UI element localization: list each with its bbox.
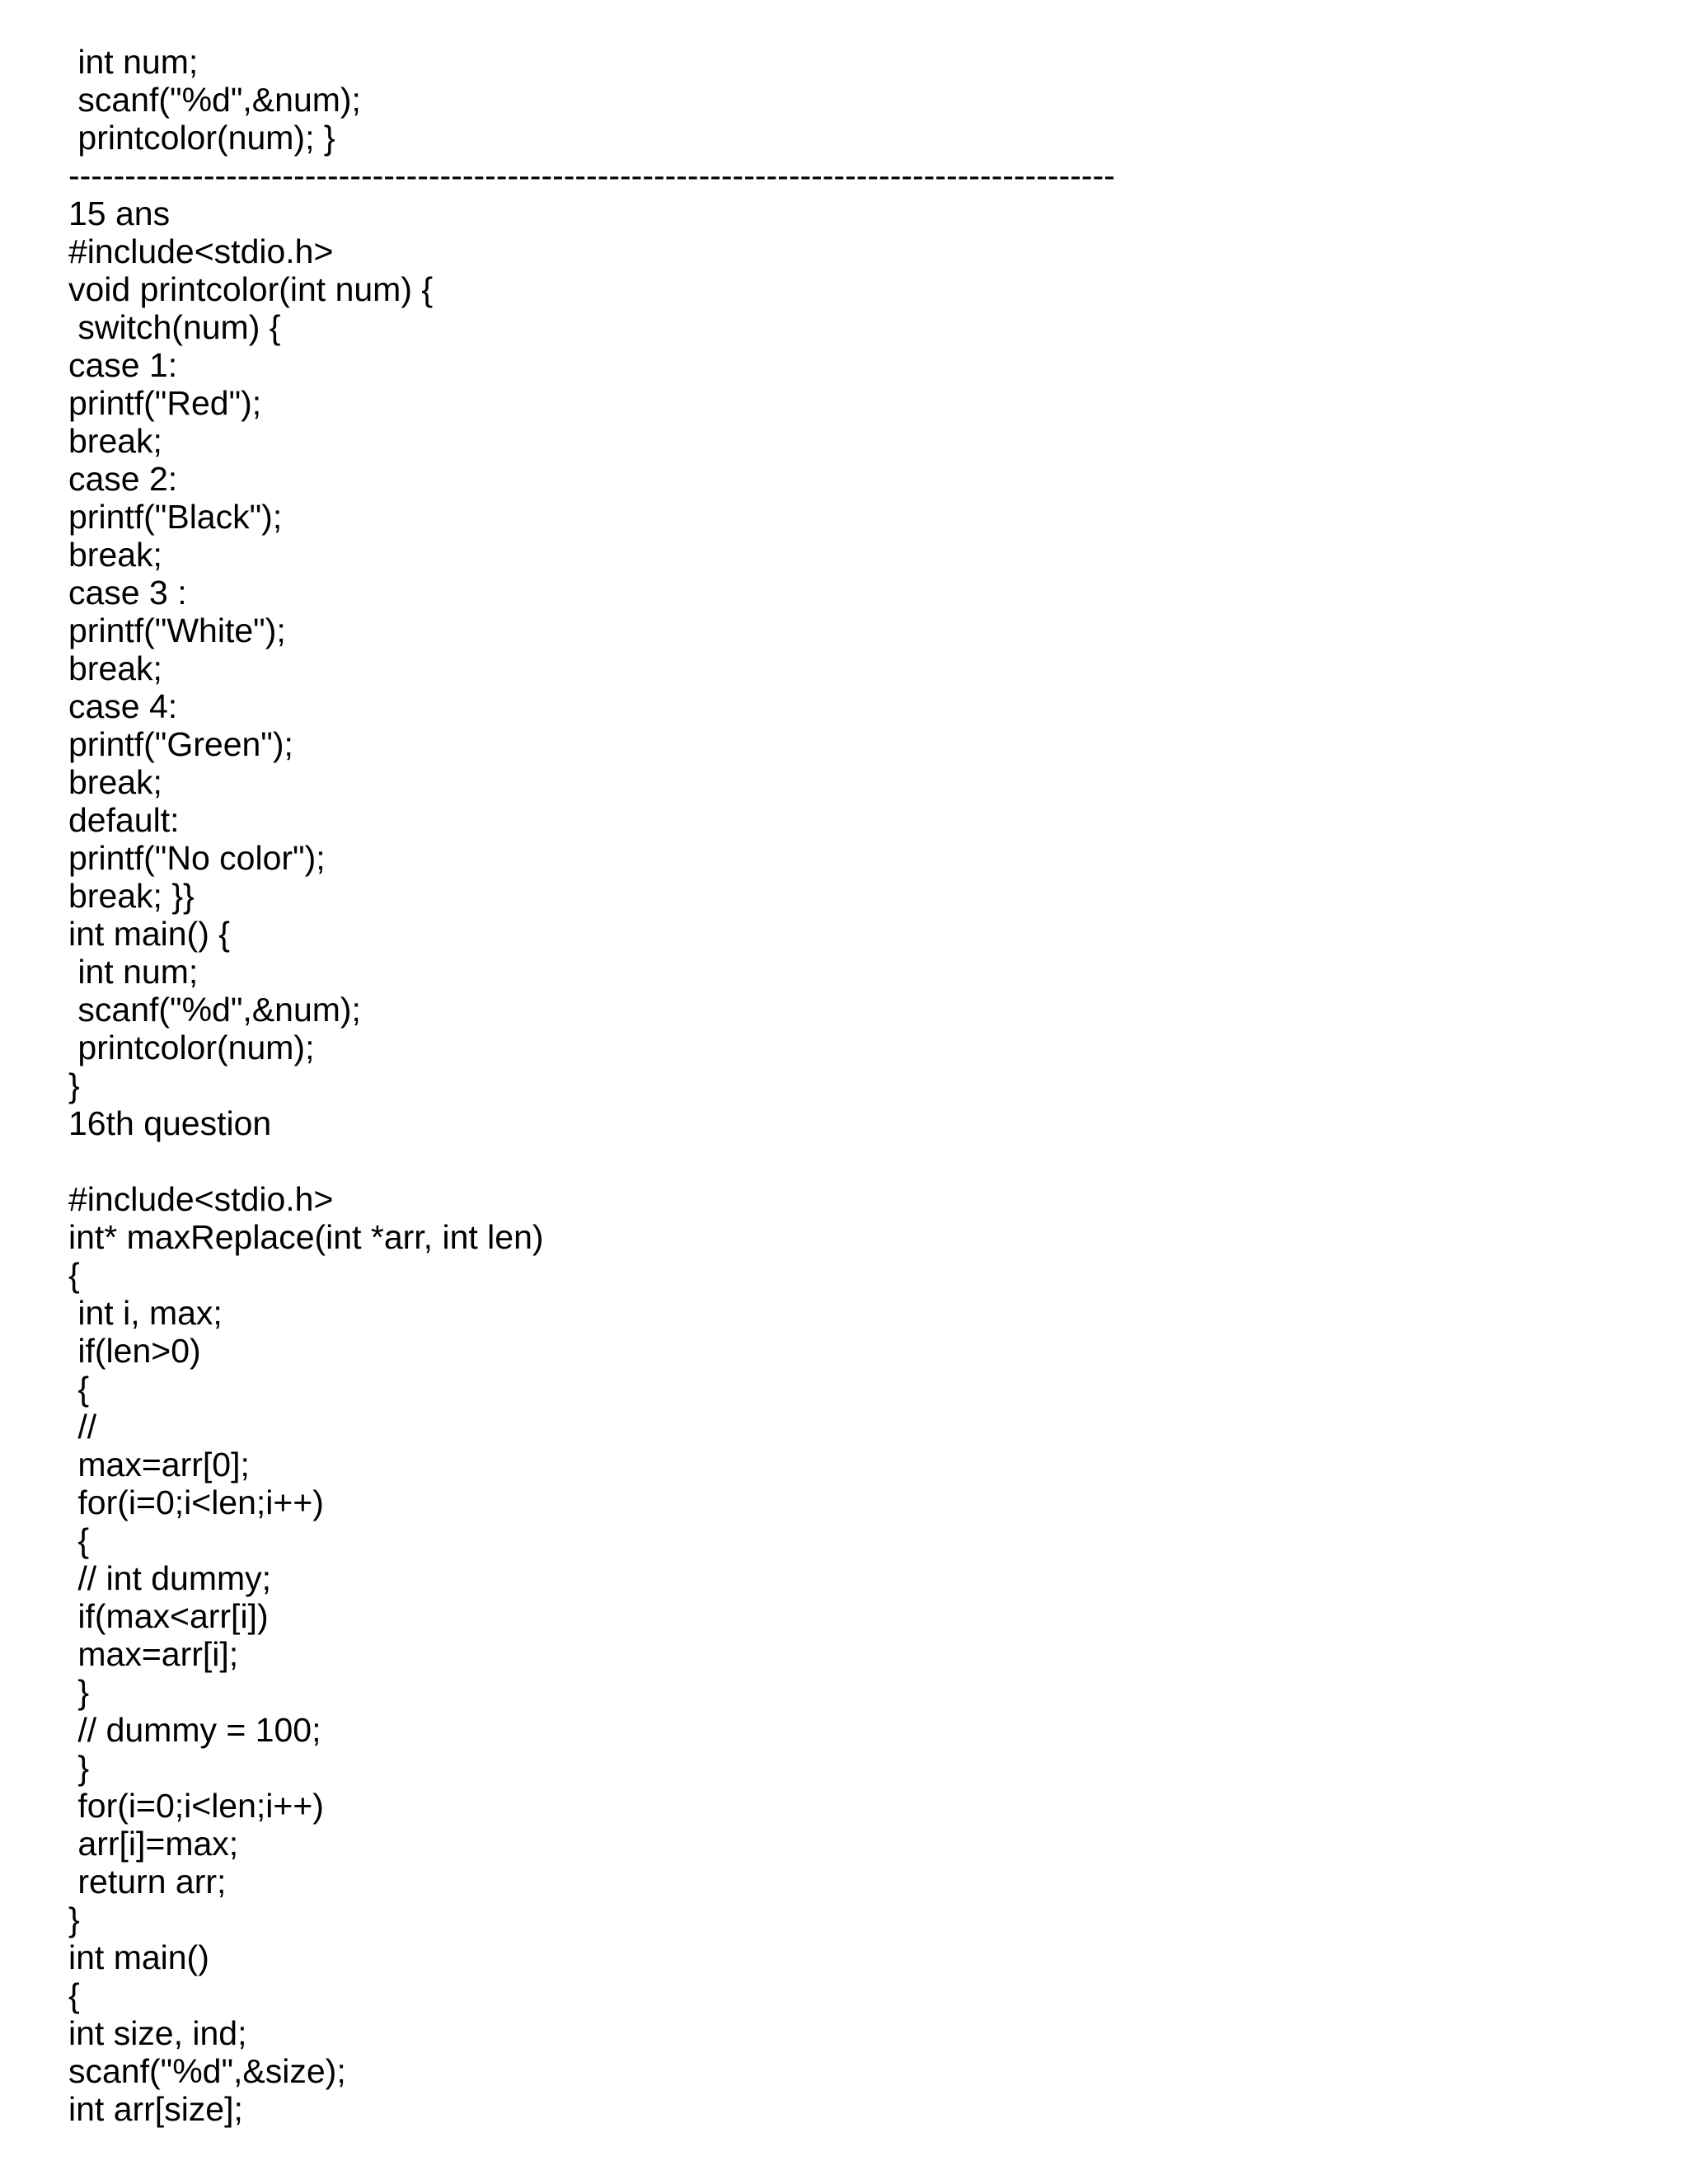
code-line: case 2: <box>68 460 178 498</box>
code-line: } <box>68 1066 80 1104</box>
code-line: void printcolor(int num) { <box>68 270 434 308</box>
code-line: if(len>0) <box>68 1332 201 1370</box>
code-line: { <box>68 1521 90 1559</box>
code-line: printf("Red"); <box>68 384 262 422</box>
code-line: scanf("%d",&size); <box>68 2052 346 2090</box>
code-line: // <box>68 1408 97 1446</box>
code-line: switch(num) { <box>68 308 281 346</box>
code-line: arr[i]=max; <box>68 1825 239 1863</box>
code-line: printf("Green"); <box>68 725 293 763</box>
code-line: } <box>68 1900 80 1938</box>
code-line: { <box>68 1370 90 1408</box>
code-line: break; <box>68 763 162 801</box>
code-line: --------------------------------------------------------------------------------------------- <box>68 157 1115 194</box>
code-line: case 1: <box>68 346 178 384</box>
code-line: } <box>68 1673 90 1711</box>
code-line: printf("No color"); <box>68 839 326 877</box>
code-line: int main() { <box>68 915 230 953</box>
code-line: #include<stdio.h> <box>68 232 334 270</box>
code-line: for(i=0;i<len;i++) <box>68 1787 324 1825</box>
code-line: int i, max; <box>68 1294 223 1332</box>
code-line: if(max<arr[i]) <box>68 1597 269 1635</box>
code-line: #include<stdio.h> <box>68 1180 334 1218</box>
code-line: int arr[size]; <box>68 2090 243 2128</box>
code-line: default: <box>68 801 180 839</box>
code-line <box>68 1142 1634 1180</box>
code-line: case 3 : <box>68 574 187 612</box>
code-line: { <box>68 1976 80 2014</box>
code-document <box>68 43 1634 2128</box>
code-line: break; <box>68 649 162 687</box>
code-line: scanf("%d",&num); <box>68 81 361 119</box>
code-line: 16th question <box>68 1104 272 1142</box>
code-line: int* maxReplace(int *arr, int len) <box>68 1218 544 1256</box>
code-line: int main() <box>68 1938 209 1976</box>
code-line: } <box>68 1749 90 1787</box>
code-line: int size, ind; <box>68 2014 247 2052</box>
code-line: max=arr[i]; <box>68 1635 239 1673</box>
code-line: scanf("%d",&num); <box>68 991 361 1029</box>
code-line: break; <box>68 422 162 460</box>
code-line: case 4: <box>68 687 178 725</box>
code-line: return arr; <box>68 1863 227 1900</box>
code-line: int num; <box>68 953 199 991</box>
code-line: max=arr[0]; <box>68 1446 250 1483</box>
code-line: printcolor(num); } <box>68 119 335 157</box>
code-line: // int dummy; <box>68 1559 272 1597</box>
code-line: int num; <box>68 43 199 81</box>
code-line: // dummy = 100; <box>68 1711 321 1749</box>
code-line: break; <box>68 536 162 574</box>
code-line: { <box>68 1256 80 1294</box>
code-line: 15 ans <box>68 194 171 232</box>
code-line: for(i=0;i<len;i++) <box>68 1483 324 1521</box>
code-line: printf("White"); <box>68 612 286 649</box>
code-line: printcolor(num); <box>68 1029 315 1066</box>
code-line: printf("Black"); <box>68 498 283 536</box>
code-line: break; }} <box>68 877 195 915</box>
